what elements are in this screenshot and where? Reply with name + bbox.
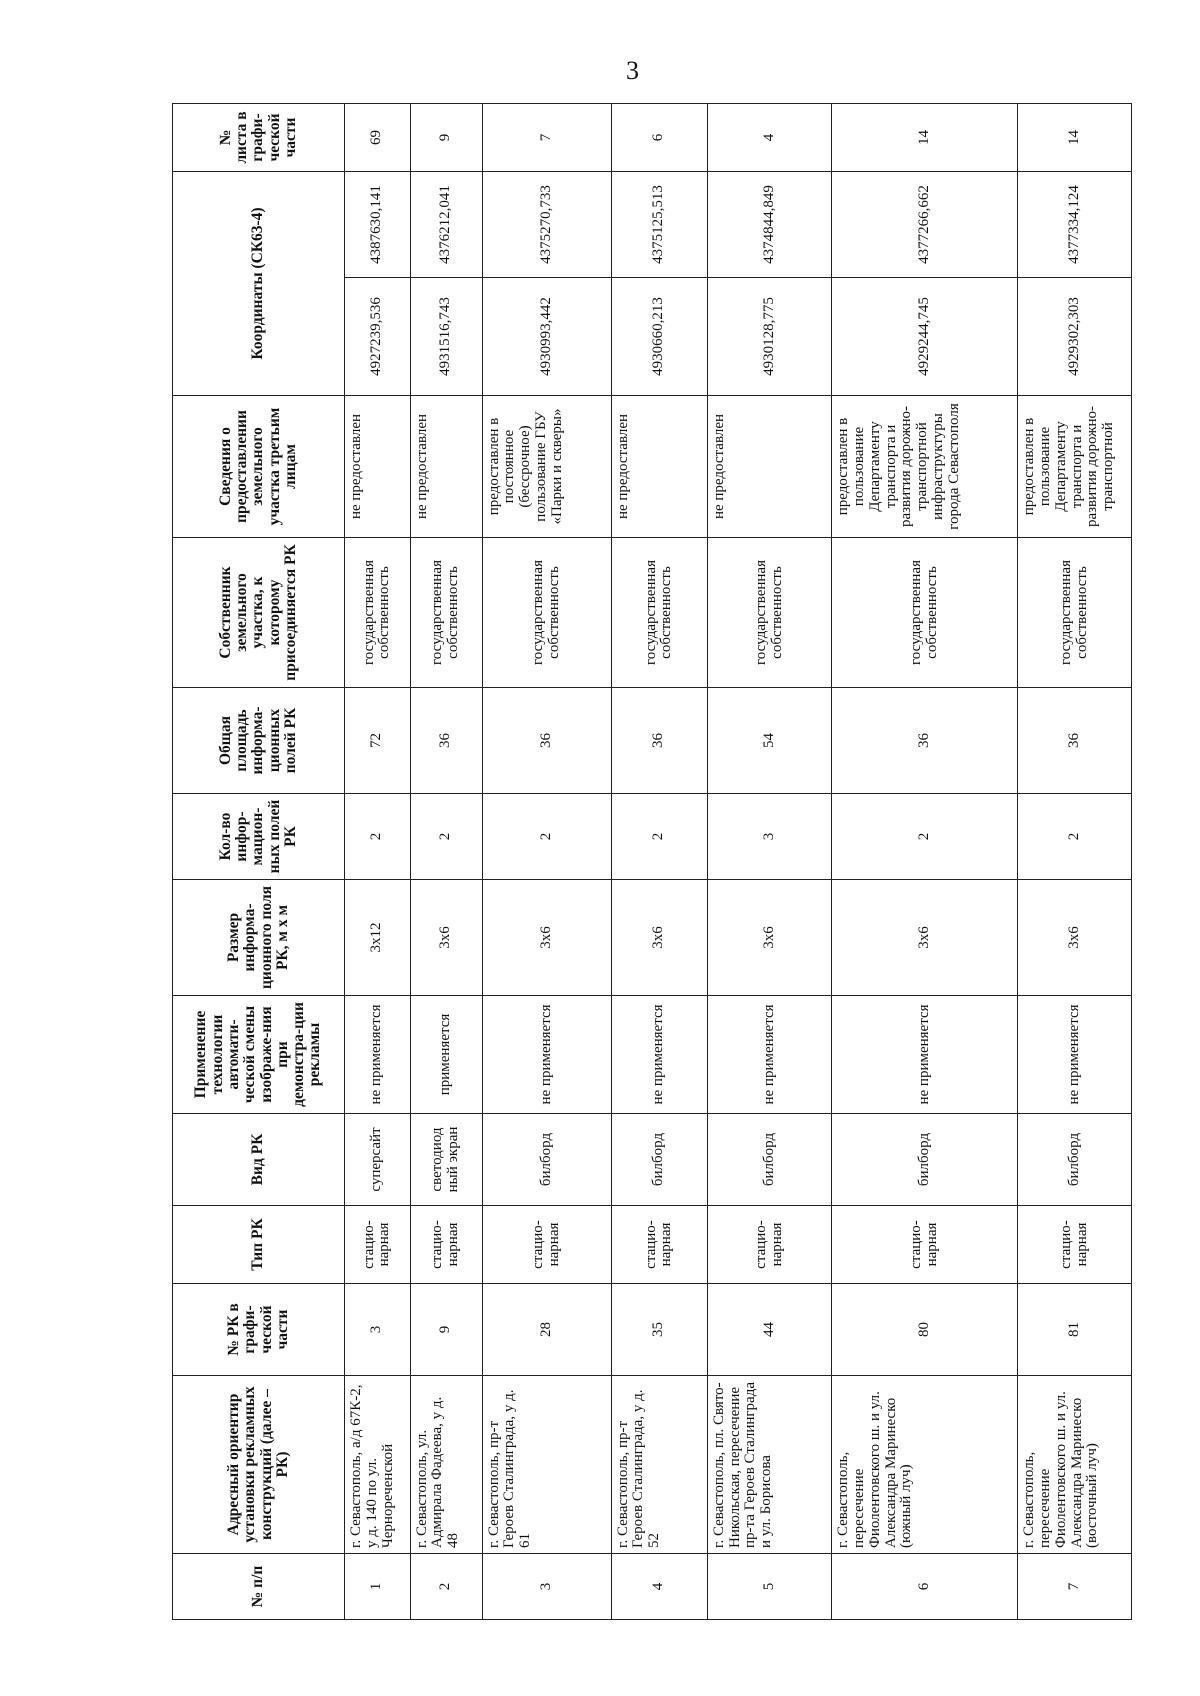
- row-kind: билборд: [611, 1114, 707, 1206]
- row-rk-num: 9: [410, 1284, 482, 1376]
- row-land-info: не предоставлен: [707, 396, 832, 538]
- row-land-info: предоставлен в постоянное (бессрочное) пользование ГБУ «Парки и скверы»: [482, 396, 611, 538]
- row-type: стацио-нарная: [410, 1206, 482, 1284]
- row-owner: государственная собственность: [1018, 538, 1132, 688]
- row-fields-count: 2: [345, 794, 411, 880]
- row-num: 7: [1018, 1554, 1132, 1620]
- row-area: 36: [611, 688, 707, 794]
- row-coord-x: 4929244,745: [832, 278, 1018, 396]
- row-sheet: 14: [832, 103, 1018, 171]
- row-address: г. Севастополь, пересечение Фиолентовского ш. и ул. Александра Маринеско (южный луч): [832, 1376, 1018, 1554]
- row-land-info: не предоставлен: [410, 396, 482, 538]
- row-fields-count: 2: [410, 794, 482, 880]
- header-land-info: Сведения о предоставлении земельного участка третьим лицам: [173, 396, 345, 538]
- row-area: 36: [482, 688, 611, 794]
- header-fields-count: Кол-во инфор-мацион-ных полей РК: [173, 794, 345, 880]
- header-owner: Собственник земельного участка, к которому присоединяется РК: [173, 538, 345, 688]
- table-row: [707, 103, 832, 1619]
- row-address: г. Севастополь, пр-т Героев Сталинграда, у д. 52: [611, 1376, 707, 1554]
- row-type: стацио-нарная: [1018, 1206, 1132, 1284]
- row-sheet: 4: [707, 103, 832, 171]
- table-row: [345, 103, 411, 1619]
- row-num: 2: [410, 1554, 482, 1620]
- header-rk-num: № РК в графи-ческой части: [173, 1284, 345, 1376]
- row-owner: государственная собственность: [832, 538, 1018, 688]
- row-rk-num: 81: [1018, 1284, 1132, 1376]
- table-row: [832, 103, 1018, 1619]
- row-rk-num: 3: [345, 1284, 411, 1376]
- row-fields-count: 2: [611, 794, 707, 880]
- row-owner: государственная собственность: [345, 538, 411, 688]
- row-coord-y: 4375270,733: [482, 171, 611, 277]
- row-coord-x: 4929302,303: [1018, 278, 1132, 396]
- row-type: стацио-нарная: [482, 1206, 611, 1284]
- row-tech: не применяется: [1018, 996, 1132, 1114]
- row-coord-x: 4930128,775: [707, 278, 832, 396]
- row-coord-y: 4377334,124: [1018, 171, 1132, 277]
- row-type: стацио-нарная: [832, 1206, 1018, 1284]
- row-address: г. Севастополь, ул. Адмирала Фадеева, у д. 48: [410, 1376, 482, 1554]
- row-num: 5: [707, 1554, 832, 1620]
- row-size: 3х6: [611, 880, 707, 996]
- row-owner: государственная собственность: [482, 538, 611, 688]
- page-number: 3: [626, 56, 639, 85]
- row-rk-num: 44: [707, 1284, 832, 1376]
- table-row: [410, 103, 482, 1619]
- row-address: г. Севастополь, пересечение Фиолентовского ш. и ул. Александра Маринеско (восточный луч): [1018, 1376, 1132, 1554]
- header-tech: Применение технологии автомати-ческой смены изображе-ния при демонстра-ции рекламы: [173, 996, 345, 1114]
- row-area: 36: [1018, 688, 1132, 794]
- row-fields-count: 2: [1018, 794, 1132, 880]
- row-sheet: 7: [482, 103, 611, 171]
- row-kind: суперсайт: [345, 1114, 411, 1206]
- row-coord-y: 4377266,662: [832, 171, 1018, 277]
- row-sheet: 6: [611, 103, 707, 171]
- row-sheet: 14: [1018, 103, 1132, 171]
- row-type: стацио-нарная: [707, 1206, 832, 1284]
- row-coord-y: 4387630,141: [345, 171, 411, 277]
- row-land-info: предоставлен в пользование Департаменту транспорта и развития дорожно-транспортной инфраструктуры города Севастополя: [832, 396, 1018, 538]
- header-sheet: № листа в графи-ческой части: [173, 103, 345, 171]
- row-fields-count: 2: [832, 794, 1018, 880]
- row-num: 3: [482, 1554, 611, 1620]
- row-kind: светодиод ный экран: [410, 1114, 482, 1206]
- row-address: г. Севастополь, а/д 67К-2, у д. 140 по ул. Чернореченской: [345, 1376, 411, 1554]
- header-address: Адресный ориентир установки рекламных конструкций (далее – РК): [173, 1376, 345, 1554]
- row-size: 3х12: [345, 880, 411, 996]
- row-tech: не применяется: [611, 996, 707, 1114]
- header-num: № п/п: [173, 1554, 345, 1620]
- row-type: стацио-нарная: [611, 1206, 707, 1284]
- header-kind: Вид РК: [173, 1114, 345, 1206]
- row-coord-y: 4374844,849: [707, 171, 832, 277]
- row-coord-y: 4376212,041: [410, 171, 482, 277]
- row-address: г. Севастополь, пл. Свято-Никольская, пересечение пр-та Героев Сталинграда и ул. Борисова: [707, 1376, 832, 1554]
- row-tech: не применяется: [482, 996, 611, 1114]
- row-kind: билборд: [707, 1114, 832, 1206]
- row-coord-x: 4930660,213: [611, 278, 707, 396]
- table-row: [482, 103, 611, 1619]
- row-tech: не применяется: [707, 996, 832, 1114]
- row-rk-num: 28: [482, 1284, 611, 1376]
- row-coord-x: 4931516,743: [410, 278, 482, 396]
- row-tech: не применяется: [832, 996, 1018, 1114]
- row-land-info: предоставлен в пользование Департаменту транспорта и развития дорожно-транспортной: [1018, 396, 1132, 538]
- row-num: 6: [832, 1554, 1018, 1620]
- row-size: 3х6: [482, 880, 611, 996]
- rotated-table: [172, 104, 1132, 1620]
- rotated-table-container: [172, 104, 1132, 1620]
- advertising-structures-table: [172, 103, 1132, 1620]
- row-kind: билборд: [832, 1114, 1018, 1206]
- row-coord-x: 4930993,442: [482, 278, 611, 396]
- row-sheet: 69: [345, 103, 411, 171]
- table-row: [1018, 103, 1132, 1619]
- row-area: 36: [410, 688, 482, 794]
- header-area: Общая площадь информа-ционных полей РК: [173, 688, 345, 794]
- row-num: 1: [345, 1554, 411, 1620]
- row-land-info: не предоставлен: [611, 396, 707, 538]
- row-coord-x: 4927239,536: [345, 278, 411, 396]
- row-land-info: не предоставлен: [345, 396, 411, 538]
- row-owner: государственная собственность: [410, 538, 482, 688]
- row-address: г. Севастополь, пр-т Героев Сталинграда, у д. 61: [482, 1376, 611, 1554]
- row-kind: билборд: [1018, 1114, 1132, 1206]
- row-size: 3х6: [1018, 880, 1132, 996]
- row-fields-count: 2: [482, 794, 611, 880]
- row-owner: государственная собственность: [707, 538, 832, 688]
- row-rk-num: 35: [611, 1284, 707, 1376]
- row-tech: применяется: [410, 996, 482, 1114]
- row-rk-num: 80: [832, 1284, 1018, 1376]
- row-type: стацио-нарная: [345, 1206, 411, 1284]
- row-size: 3х6: [832, 880, 1018, 996]
- row-area: 72: [345, 688, 411, 794]
- row-area: 36: [832, 688, 1018, 794]
- row-size: 3х6: [410, 880, 482, 996]
- row-kind: билборд: [482, 1114, 611, 1206]
- row-fields-count: 3: [707, 794, 832, 880]
- row-tech: не применяется: [345, 996, 411, 1114]
- row-size: 3х6: [707, 880, 832, 996]
- row-coord-y: 4375125,513: [611, 171, 707, 277]
- header-size: Размер информа-ционного поля РК, м х м: [173, 880, 345, 996]
- table-row: [611, 103, 707, 1619]
- row-owner: государственная собственность: [611, 538, 707, 688]
- row-num: 4: [611, 1554, 707, 1620]
- row-sheet: 9: [410, 103, 482, 171]
- header-type: Тип РК: [173, 1206, 345, 1284]
- header-coords: Координаты (СК63-4): [173, 171, 345, 395]
- row-area: 54: [707, 688, 832, 794]
